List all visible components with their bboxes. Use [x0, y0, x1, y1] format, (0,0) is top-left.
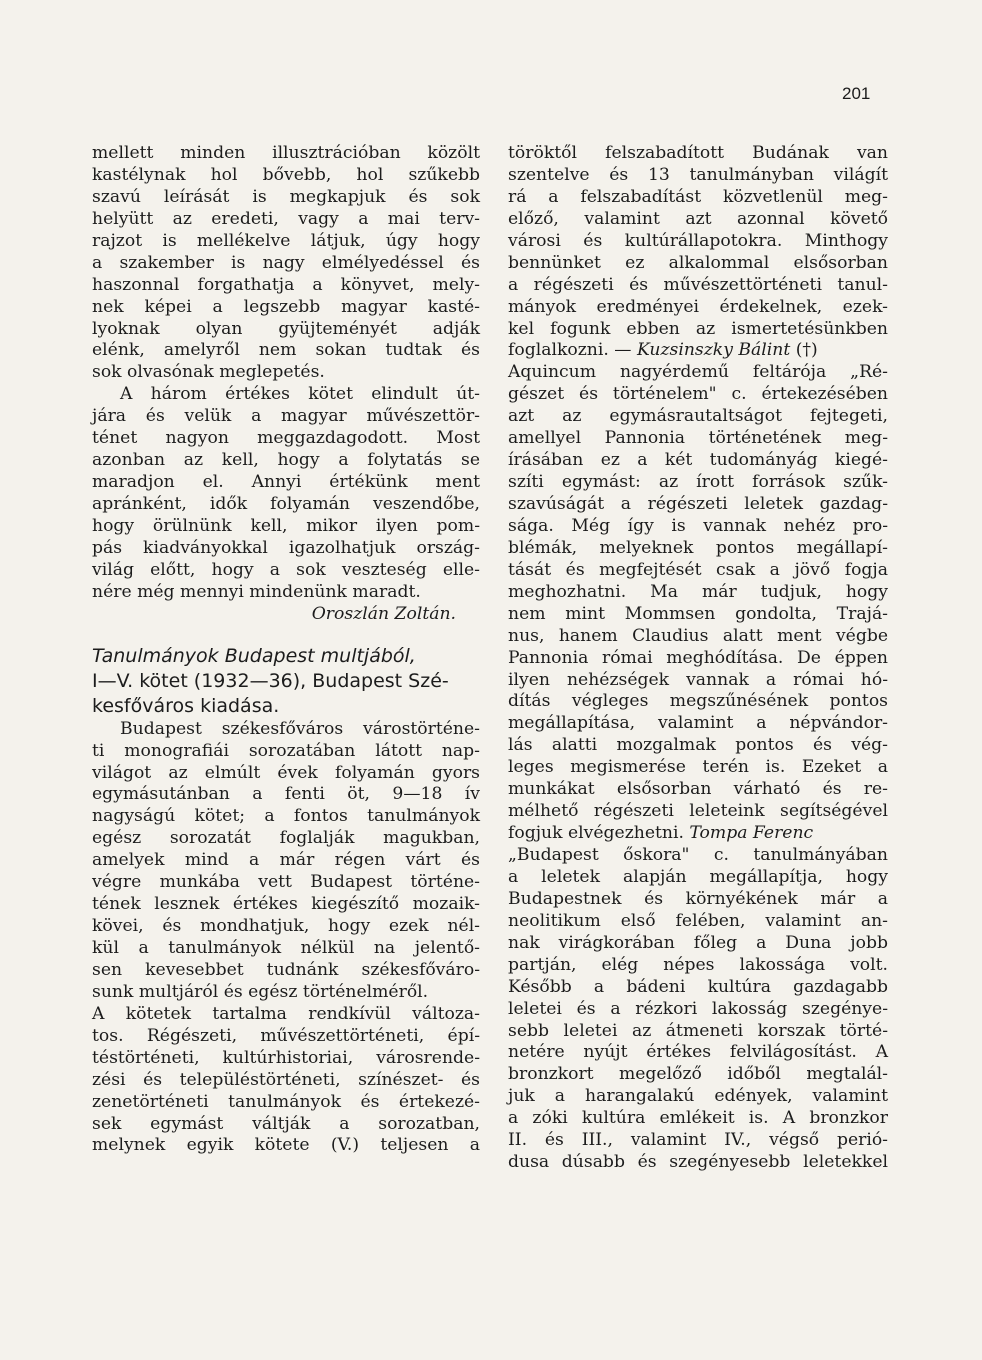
text-line: téstörténeti, kultúrhistoriai, városrende-: [92, 1047, 480, 1068]
text-line: tének lesznek értékes kiegészítő mozaik-: [92, 894, 480, 915]
text-line: bronzkort megelőző időből megtalál-: [508, 1064, 888, 1085]
text-line: gészet és történelem" c. értekezésében: [508, 384, 888, 405]
text-line: Pannonia római meghódítása. De éppen: [508, 647, 888, 668]
text-line: Aquincum nagyérdemű feltárója „Ré-: [508, 362, 888, 383]
tompa-lead: fogjuk elvégezhetni.: [508, 823, 684, 844]
text-line: rajzot is mellékelve látjuk, úgy hogy: [92, 230, 480, 251]
text-line: ténet nagyon meggazdagodott. Most: [92, 428, 480, 449]
text-line: sek egymást váltják a sorozatban,: [92, 1113, 480, 1134]
text-line: írásában ez a két tudományág kiegé-: [508, 450, 888, 471]
text-line: rá a felszabadítást közvetlenül meg-: [508, 186, 888, 207]
text-line: ti monografiái sorozatában látott nap-: [92, 740, 480, 761]
text-line: előző, valamint azt azonnal követő: [508, 208, 888, 229]
text-line: A kötetek tartalma rendkívül változa-: [92, 1003, 480, 1024]
text-line: mélhető régészeti leleteink segítségével: [508, 801, 888, 822]
kuzsinszky-lead: foglalkozni.: [508, 340, 609, 361]
text-line: haszonnal forgathatja a könyvet, mely-: [92, 274, 480, 295]
text-line: mányok eredményei érdekelnek, ezek-: [508, 296, 888, 317]
text-line: szavú leírását is megkapjuk és sok: [92, 186, 480, 207]
dagger-mark: (†): [795, 340, 818, 361]
text-line: munkákat elsősorban várható és re-: [508, 779, 888, 800]
paragraph-buda: [508, 143, 888, 340]
text-line: leges megismerése terén is. Ezeket a: [508, 757, 888, 778]
text-line: „Budapest őskora" c. tanulmányában: [508, 845, 888, 865]
text-line: azonban az kell, hogy a folytatás se: [92, 450, 480, 471]
text-line: sebb leletei az átmeneti korszak törté-: [508, 1020, 888, 1041]
tompa-line: [508, 823, 888, 845]
text-line: zenetörténeti tanulmányok és értekezé-: [92, 1091, 480, 1112]
text-line: nagyságú kötet; a fontos tanulmányok: [92, 806, 480, 827]
text-line: nak virágkorában főleg a Duna jobb: [508, 932, 888, 953]
text-line: azt az egymásrautaltságot fejtegeti,: [508, 406, 888, 427]
text-line: II. és III., valamint IV., végső perió-: [508, 1130, 888, 1151]
text-line: tos. Régészeti, művészettörténeti, épí-: [92, 1025, 480, 1046]
text-line: dítás végleges megszűnésének pontos: [508, 691, 888, 712]
text-line: megállapítása, valamint a népvándor-: [508, 713, 888, 734]
text-line: helyütt az eredeti, vagy a mai terv-: [92, 208, 480, 229]
text-line: amelyek mind a már régen várt és: [92, 850, 480, 871]
text-line: pás kiadványokkal igazolhatjuk ország-: [92, 537, 480, 558]
text-line: meghozhatni. Ma már tudjuk, hogy: [508, 581, 888, 602]
book-heading: [92, 644, 480, 719]
text-line: a zóki kultúra emlékeit is. A bronzkor: [508, 1108, 888, 1129]
text-line: melynek egyik kötete (V.) teljesen a: [92, 1135, 480, 1156]
text-line: leletei és a rézkori lakosság szegénye-: [508, 998, 888, 1019]
text-line: szíti egymást: az írott források szűk-: [508, 472, 888, 493]
text-line: neolitikum első felében, valamint an-: [508, 910, 888, 931]
text-line: juk a harangalakú edények, valamint: [508, 1086, 888, 1107]
text-line: sunk multjáról és egész történelméről.: [92, 981, 429, 1002]
text-line: városi és kultúrállapotokra. Minthogy: [508, 230, 888, 251]
text-line: hogy örülnünk kell, mikor ilyen pom-: [92, 515, 480, 536]
text-line: egész sorozatát foglalják magukban,: [92, 828, 480, 849]
text-line: lyoknak olyan gyüjteményét adják: [92, 318, 480, 339]
paragraph-monographs: [92, 719, 480, 1004]
text-line: a szakember is nagy elmélyedéssel és: [92, 252, 480, 273]
paragraph-three-volumes: [92, 384, 480, 603]
text-line: nére még mennyi mindenünk maradt.: [92, 581, 421, 602]
text-line: amellyel Pannonia történetének meg-: [508, 428, 888, 449]
text-line: sen kevesebbet tudnánk székesfőváro-: [92, 959, 480, 980]
review-signature: Oroszlán Zoltán.: [311, 603, 456, 624]
text-line: világot az elmúlt évek folyamán gyors: [92, 762, 480, 783]
text-line: elénk, amelyről nem sokan tudtak és: [92, 340, 480, 361]
text-line: bennünket ez alkalommal elsősorban: [508, 252, 888, 273]
text-line: kül a tanulmányok nélkül na jelentő-: [92, 938, 480, 958]
paragraph-contents: [92, 1004, 480, 1158]
text-line: netére nyújt értékes felvilágosítást. A: [508, 1042, 888, 1063]
page-number: 201: [842, 84, 871, 103]
text-line: A három értékes kötet elindult út-: [120, 384, 480, 405]
text-line: ilyen nehézségek vannak a római hó-: [508, 669, 888, 690]
kuzsinszky-line: [508, 340, 888, 362]
text-line: nus, hanem Claudius alatt ment végbe: [508, 625, 888, 646]
text-line: blémák, melyeknek pontos megállapí-: [508, 537, 888, 558]
text-line: nek képei a legszebb magyar kasté-: [92, 296, 480, 317]
text-line: világ előtt, hogy a sok veszteség elle-: [92, 559, 480, 580]
paragraph-castles: [92, 143, 480, 384]
text-line: tását és megfejtését csak a jövő fogja: [508, 559, 888, 580]
text-line: maradjon el. Annyi értékünk ment: [92, 472, 480, 493]
text-line: Budapest székesfőváros várostörténe-: [120, 718, 480, 739]
text-line: Budapestnek és környékének már a: [508, 888, 888, 909]
left-column: [92, 143, 480, 1157]
paragraph-aquincum: [508, 362, 888, 823]
text-line: kövei, és mondhatjuk, hogy ezek nél-: [92, 916, 480, 937]
heading-line: kesfőváros kiadása.: [92, 694, 280, 717]
text-line: szavúságát a régészeti leletek gazdag-: [508, 494, 888, 514]
text-line: sok olvasónak meglepetés.: [92, 362, 325, 383]
text-line: apránként, idők folyamán veszendőbe,: [92, 494, 480, 514]
text-line: egymásutánban a fenti öt, 9—18 ív: [92, 784, 480, 805]
text-line: szentelve és 13 tanulmányban világít: [508, 164, 888, 185]
text-line: dusa dúsabb és szegényesebb leletekkel: [508, 1152, 888, 1173]
text-line: partján, elég népes lakossága volt.: [508, 954, 888, 975]
text-line: töröktől felszabadított Budának van: [508, 143, 888, 163]
dash: —: [614, 340, 632, 361]
text-line: végre munkába vett Budapest történe-: [92, 872, 480, 893]
author-kuzsinszky: Kuzsinszky Bálint: [636, 340, 791, 361]
heading-line: I—V. kötet (1932—36), Budapest Szé-: [92, 669, 449, 692]
text-line: lás alatti mozgalmak pontos és vég-: [508, 735, 888, 756]
author-tompa: Tompa Ferenc: [689, 823, 814, 844]
text-line: mellett minden illusztrációban közölt: [92, 143, 480, 163]
text-line: sága. Még így is vannak nehéz pro-: [508, 515, 888, 536]
text-line: kastélynak hol bővebb, hol szűkebb: [92, 164, 480, 185]
paragraph-prehistory: [508, 845, 888, 1174]
text-line: nem mint Mommsen gondolta, Trajá-: [508, 603, 888, 624]
text-line: Később a bádeni kultúra gazdagabb: [508, 976, 888, 997]
text-line: zési és településtörténeti, színészet- és: [92, 1069, 480, 1090]
text-line: a régészeti és művészettörténeti tanul-: [508, 274, 888, 295]
heading-line: Tanulmányok Budapest multjából,: [92, 644, 416, 667]
text-line: kel fogunk ebben az ismertetésünkben: [508, 318, 888, 339]
text-line: jára és velük a magyar művészettör-: [92, 406, 480, 427]
text-line: a leletek alapján megállapítja, hogy: [508, 866, 888, 887]
right-column: [508, 143, 888, 1174]
